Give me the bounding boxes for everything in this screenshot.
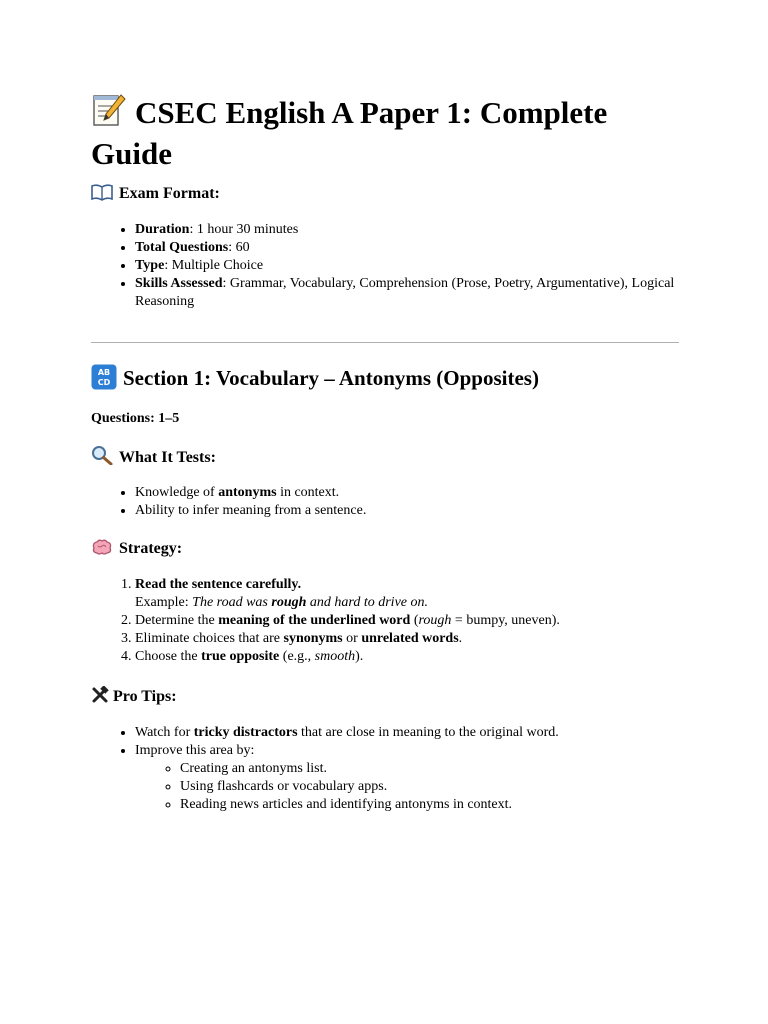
exam-format-section — [91, 183, 220, 207]
list-item: • Skills Assessed: Grammar, Vocabulary, Comprehension (Prose, Poetry, Argumentative), Logical Reasoning — [135, 275, 681, 311]
list-item: • Knowledge of antonyms in context. — [135, 484, 681, 502]
open-book-icon — [91, 183, 113, 207]
exam-format-list-wrap — [91, 221, 681, 311]
strategy-list-wrap — [91, 576, 681, 666]
magnifier-icon — [91, 445, 113, 471]
pro-tips-heading-wrap — [91, 686, 177, 710]
section1-heading-wrap — [91, 364, 539, 396]
abcd-icon — [91, 364, 117, 396]
list-item: • Total Questions: 60 — [135, 239, 681, 257]
strategy-list — [91, 576, 681, 666]
what-tests-heading: What It Tests: — [91, 445, 216, 471]
pro-tips-list-wrap — [91, 724, 681, 814]
questions-range: Questions: 1–5 — [91, 411, 180, 426]
list-item: ◦ Creating an antonyms list. — [180, 760, 681, 778]
horizontal-divider — [91, 342, 679, 343]
what-tests-list-wrap — [91, 484, 681, 520]
exam-format-heading: Exam Format: — [91, 183, 220, 207]
list-item: • Improve this area by: ◦ Creating an antonyms list. ◦ Using flashcards or vocabulary apps. ◦ Reading news articles and identifying antonyms in context. — [135, 742, 681, 814]
list-item: ◦ Using flashcards or vocabulary apps. — [180, 778, 681, 796]
list-item: 2. Determine the meaning of the underlined word (rough = bumpy, uneven). — [135, 612, 681, 630]
list-item: • Type: Multiple Choice — [135, 257, 681, 275]
list-item: 1. Read the sentence carefully. Example: The road was rough and hard to drive on. — [135, 576, 681, 612]
list-item: 4. Choose the true opposite (e.g., smooth). — [135, 648, 681, 666]
what-tests-heading-wrap — [91, 445, 216, 471]
pro-tips-heading: Pro Tips: — [91, 686, 177, 710]
tools-icon — [91, 686, 109, 710]
list-item: • Watch for tricky distractors that are close in meaning to the original word. — [135, 724, 681, 742]
exam-format-list — [91, 221, 681, 311]
page-title-text: CSEC English A Paper 1: Complete Guide — [91, 95, 608, 171]
svg-text:AB: AB — [97, 368, 111, 377]
svg-text:CD: CD — [97, 378, 111, 387]
section1-heading: AB CD Section 1: Vocabulary – Antonyms (Opposites) — [91, 364, 539, 396]
page-title — [91, 92, 651, 172]
pro-tips-list — [91, 724, 681, 814]
brain-icon — [91, 538, 113, 562]
pro-tips-sublist — [135, 760, 681, 814]
memo-icon — [91, 92, 127, 136]
strategy-heading: Strategy: — [91, 538, 182, 562]
list-item: • Ability to infer meaning from a sentence. — [135, 502, 681, 520]
what-tests-list — [91, 484, 681, 520]
strategy-heading-wrap — [91, 538, 182, 562]
list-item: ◦ Reading news articles and identifying antonyms in context. — [180, 796, 681, 814]
list-item: 3. Eliminate choices that are synonyms or unrelated words. — [135, 630, 681, 648]
list-item: • Duration: 1 hour 30 minutes — [135, 221, 681, 239]
